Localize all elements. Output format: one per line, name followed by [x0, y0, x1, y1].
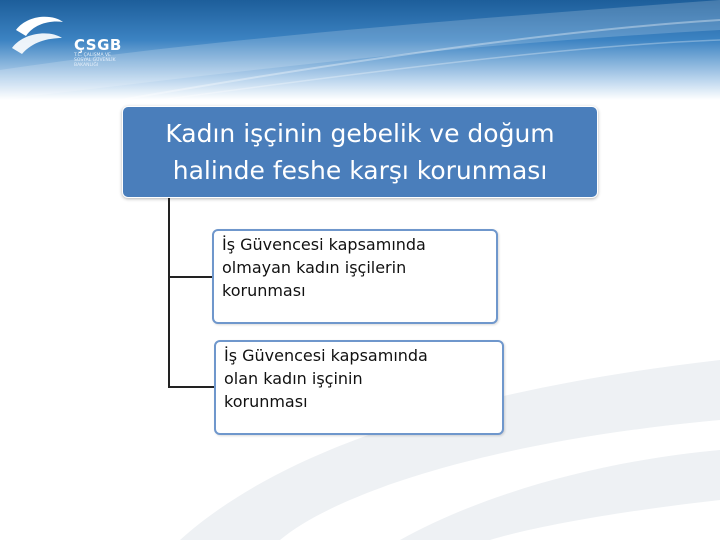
logo-mark-icon — [8, 8, 68, 68]
child-node-1 — [212, 229, 498, 324]
child-node-1-line-3: korunması — [222, 281, 306, 300]
child-node-2-line-3: korunması — [224, 392, 308, 411]
root-node-line-1: Kadın işçinin gebelik ve doğum — [165, 119, 555, 148]
connector-branch-1 — [168, 276, 212, 278]
logo-subtitle: T.C. ÇALIŞMA VE SOSYAL GÜVENLİK BAKANLIĞI — [74, 53, 116, 68]
csgb-logo — [8, 8, 128, 68]
root-node-line-2: halinde feshe karşı korunması — [172, 156, 548, 185]
connector-branch-2 — [168, 386, 214, 388]
header-band — [0, 0, 720, 100]
connector-vertical — [168, 198, 170, 388]
child-node-2 — [214, 340, 504, 435]
root-node — [122, 106, 598, 198]
child-node-1-line-1: İş Güvencesi kapsamında — [222, 235, 426, 254]
child-node-1-line-2: olmayan kadın işçilerin — [222, 258, 407, 277]
child-node-2-line-1: İş Güvencesi kapsamında — [224, 346, 428, 365]
logo-brand-text: ÇSGB — [74, 36, 122, 54]
child-node-2-line-2: olan kadın işçinin — [224, 369, 363, 388]
